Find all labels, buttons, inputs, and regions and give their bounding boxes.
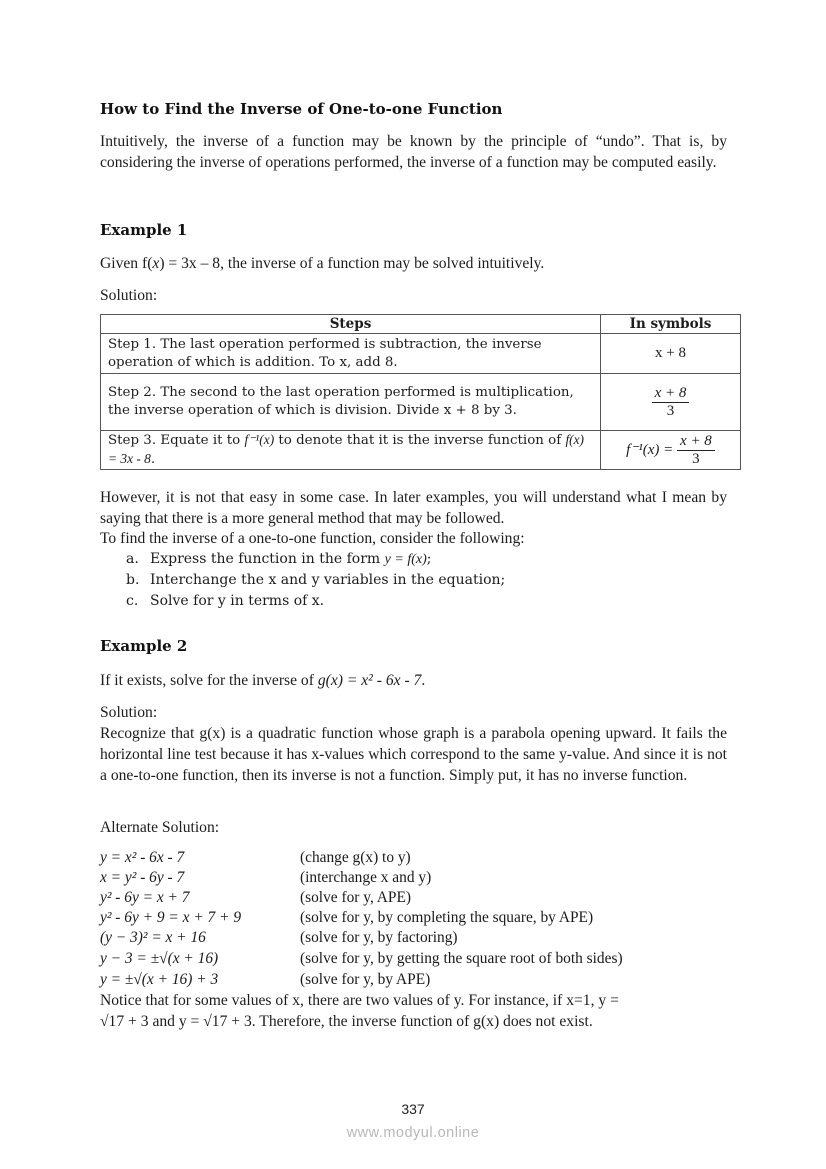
table-row (101, 334, 741, 374)
table-header-row (101, 315, 741, 334)
equation: y² - 6y = x + 7 (100, 889, 190, 906)
equation-note: (solve for y, APE) (300, 889, 411, 906)
table-row (101, 431, 741, 470)
step-text: Step 3. Equate it to (108, 433, 245, 448)
intro-paragraph: Intuitively, the inverse of a function may be known by the principle of “undo”. That is, by considering the inverse of operations performed, the inverse of a function may be computed easily. (100, 133, 727, 171)
equation-note: (solve for y, by getting the square root of both sides) (300, 950, 623, 967)
given-var: x (152, 255, 160, 272)
equation: y = ±√(x + 16) + 3 (100, 971, 219, 988)
alternate-solution-label: Alternate Solution: (100, 819, 220, 836)
symbol-cell (601, 374, 741, 431)
equation-note: (solve for y, by APE) (300, 971, 431, 988)
step-cell (101, 431, 601, 470)
header-symbols: In symbols (601, 315, 741, 334)
symbol-cell (601, 431, 741, 470)
watermark: www.modyul.online (346, 1125, 480, 1141)
symbol-cell: x + 8 (601, 334, 741, 374)
list-item (126, 591, 324, 612)
example-2-title: Example 2 (100, 637, 188, 655)
list-math: y = f(x) (384, 552, 427, 567)
list-marker: b. (126, 572, 140, 588)
example-1-given (100, 253, 544, 274)
conclusion-line-2: √17 + 3 and y = √17 + 3. Therefore, the inverse function of g(x) does not exist. (100, 1013, 593, 1030)
given-text: Given f( (100, 255, 153, 272)
header-steps: Steps (101, 315, 601, 334)
prompt-math: g(x) = x² - 6x - 7 (317, 672, 422, 689)
table-row (101, 374, 741, 431)
step-text: to denote that it is the inverse function of (274, 433, 566, 448)
general-method-lead: To find the inverse of a one-to-one function, consider the following: (100, 530, 525, 547)
general-method-paragraph: However, it is not that easy in some case. In later examples, you will understand what I mean by saying that there is a more general method that may be followed. (100, 489, 727, 527)
equation-note: (interchange x and y) (300, 869, 432, 886)
example-2-prompt (100, 670, 425, 691)
list-marker: c. (126, 593, 139, 609)
page-number: 337 (401, 1101, 425, 1117)
step-math: f⁻¹(x) (244, 432, 275, 447)
example-2-solution-text: Recognize that g(x) is a quadratic function whose graph is a parabola opening upward. It fails the horizontal line test because it has x-values which correspond to the same y-value. And since it is not a one-to-one function, then its inverse is not a function. Simply put, it has no inverse function. (100, 725, 727, 784)
equation: y = x² - 6x - 7 (100, 849, 185, 866)
example-2-solution-label: Solution: (100, 704, 158, 721)
list-text: Interchange the x and y variables in the equation; (150, 572, 506, 588)
step-text: . (150, 452, 156, 467)
equation: y² - 6y + 9 = x + 7 + 9 (100, 909, 242, 926)
given-text-suffix: ) = 3x – 8, the inverse of a function may be solved intuitively. (159, 255, 545, 272)
list-text: ; (426, 551, 432, 567)
list-marker: a. (126, 551, 139, 567)
section-title: How to Find the Inverse of One-to-one Function (100, 100, 503, 118)
step-math: f(x) = 3x - 8 (108, 432, 585, 466)
step-cell: Step 2. The second to the last operation performed is multiplication, the inverse operation of which is division. Divide x + 8 by 3. (101, 374, 601, 431)
fraction (652, 385, 690, 420)
step-cell: Step 1. The last operation performed is subtraction, the inverse operation of which is addition. To x, add 8. (101, 334, 601, 374)
fraction-numerator: x + 8 (677, 433, 715, 451)
example-1-solution-label: Solution: (100, 287, 158, 304)
prompt-text: . (421, 672, 426, 689)
steps-table (100, 314, 741, 470)
equation: (y − 3)² = x + 16 (100, 929, 206, 946)
list-text: Express the function in the form (150, 551, 385, 567)
list-item (126, 549, 431, 570)
equation-note: (change g(x) to y) (300, 849, 411, 866)
list-item (126, 570, 505, 591)
equation-note: (solve for y, by factoring) (300, 929, 458, 946)
fraction-denominator: 3 (692, 450, 700, 467)
list-text: Solve for y in terms of x. (150, 593, 325, 609)
fraction-numerator: x + 8 (652, 385, 690, 403)
equation: x = y² - 6y - 7 (100, 869, 185, 886)
equation-note: (solve for y, by completing the square, by APE) (300, 909, 594, 926)
example-1-title: Example 1 (100, 221, 188, 239)
equation: y − 3 = ±√(x + 16) (100, 950, 219, 967)
fraction-denominator: 3 (666, 402, 675, 419)
prompt-text: If it exists, solve for the inverse of (100, 672, 318, 689)
symbol-lhs: f⁻¹(x) = (626, 441, 678, 458)
fraction (677, 433, 715, 468)
conclusion-line-1: Notice that for some values of x, there are two values of y. For instance, if x=1, y = (100, 992, 619, 1009)
